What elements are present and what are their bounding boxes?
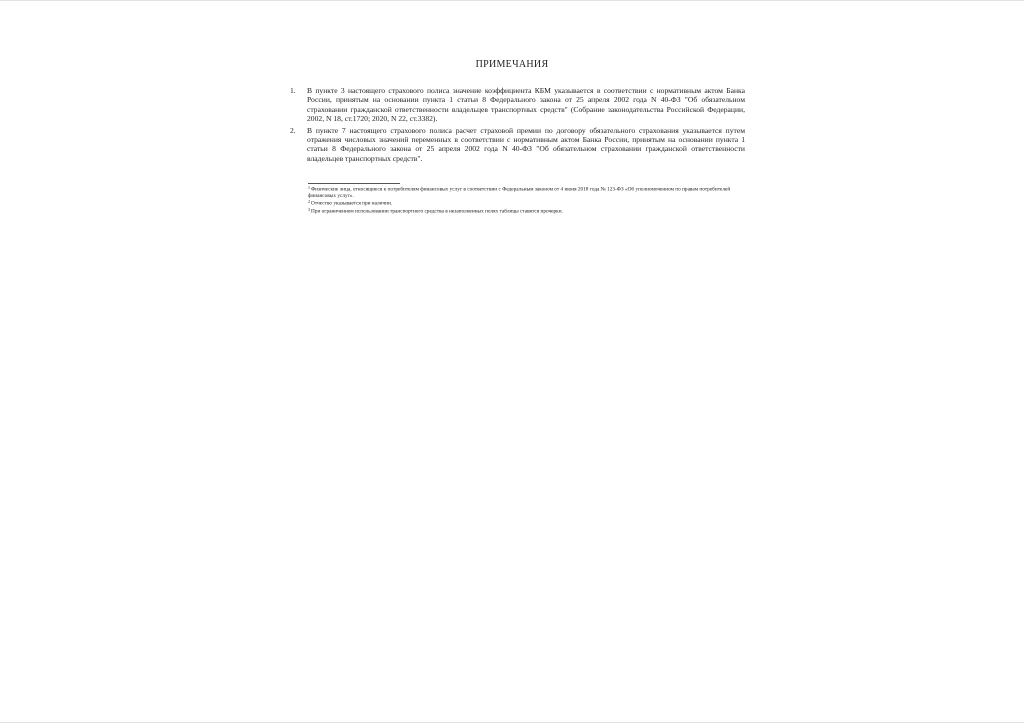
footnote-text: При ограниченном использовании транспортного средства в незаполненных полях таблицы ставятся прочерки.	[311, 208, 563, 215]
note-item	[290, 86, 745, 124]
footnotes-list	[308, 185, 743, 215]
footnote	[308, 199, 743, 207]
note-number: 1.	[290, 86, 296, 95]
note-number: 2.	[290, 125, 296, 135]
footnote-separator	[308, 183, 400, 184]
footnote	[308, 207, 743, 215]
notes-list	[290, 86, 745, 165]
page-title: ПРИМЕЧАНИЯ	[475, 59, 549, 70]
note-text: В пункте 3 настоящего страхового полиса значение коэффициента КБМ указывается в соответствии с нормативным актом Банка России, принятым на основании пункта 1 статьи 8 Федерального закона от 25 апреля 2002 года N 40-ФЗ "Об обязательном страховании гражданской ответственности владельцев транспортных средств" (Собрание законодательства Российской Федерации, 2002, N 18, ст.1720; 2020, N 22, ст.3382).	[307, 86, 745, 124]
page-top-edge	[0, 0, 1024, 1]
note-text: В пункте 7 настоящего страхового полиса расчет страховой премии по договору обязательного страхования указывается путем отражения числовых значений переменных в соответствии с нормативным актом Банка России, принятым на основании пункта 1 статьи 8 Федерального закона от 25 апреля 2002 года N 40-ФЗ "Об обязательном страховании гражданской ответственности владельцев транспортных средств".	[307, 125, 745, 163]
footnote-text: Отчество указывается при наличии.	[311, 200, 393, 207]
note-item	[290, 126, 745, 164]
footnote-mark: 3	[308, 207, 310, 213]
footnote-mark: 2	[308, 199, 310, 205]
footnote-text: Физические лица, относящиеся к потребителям финансовых услуг в соответствии с Федеральным законом от 4 июня 2018 года № 123-ФЗ «Об уполномоченном по правам потребителей финансовых услуг».	[308, 186, 731, 199]
footnote	[308, 185, 743, 199]
footnote-mark: 1	[308, 185, 310, 190]
